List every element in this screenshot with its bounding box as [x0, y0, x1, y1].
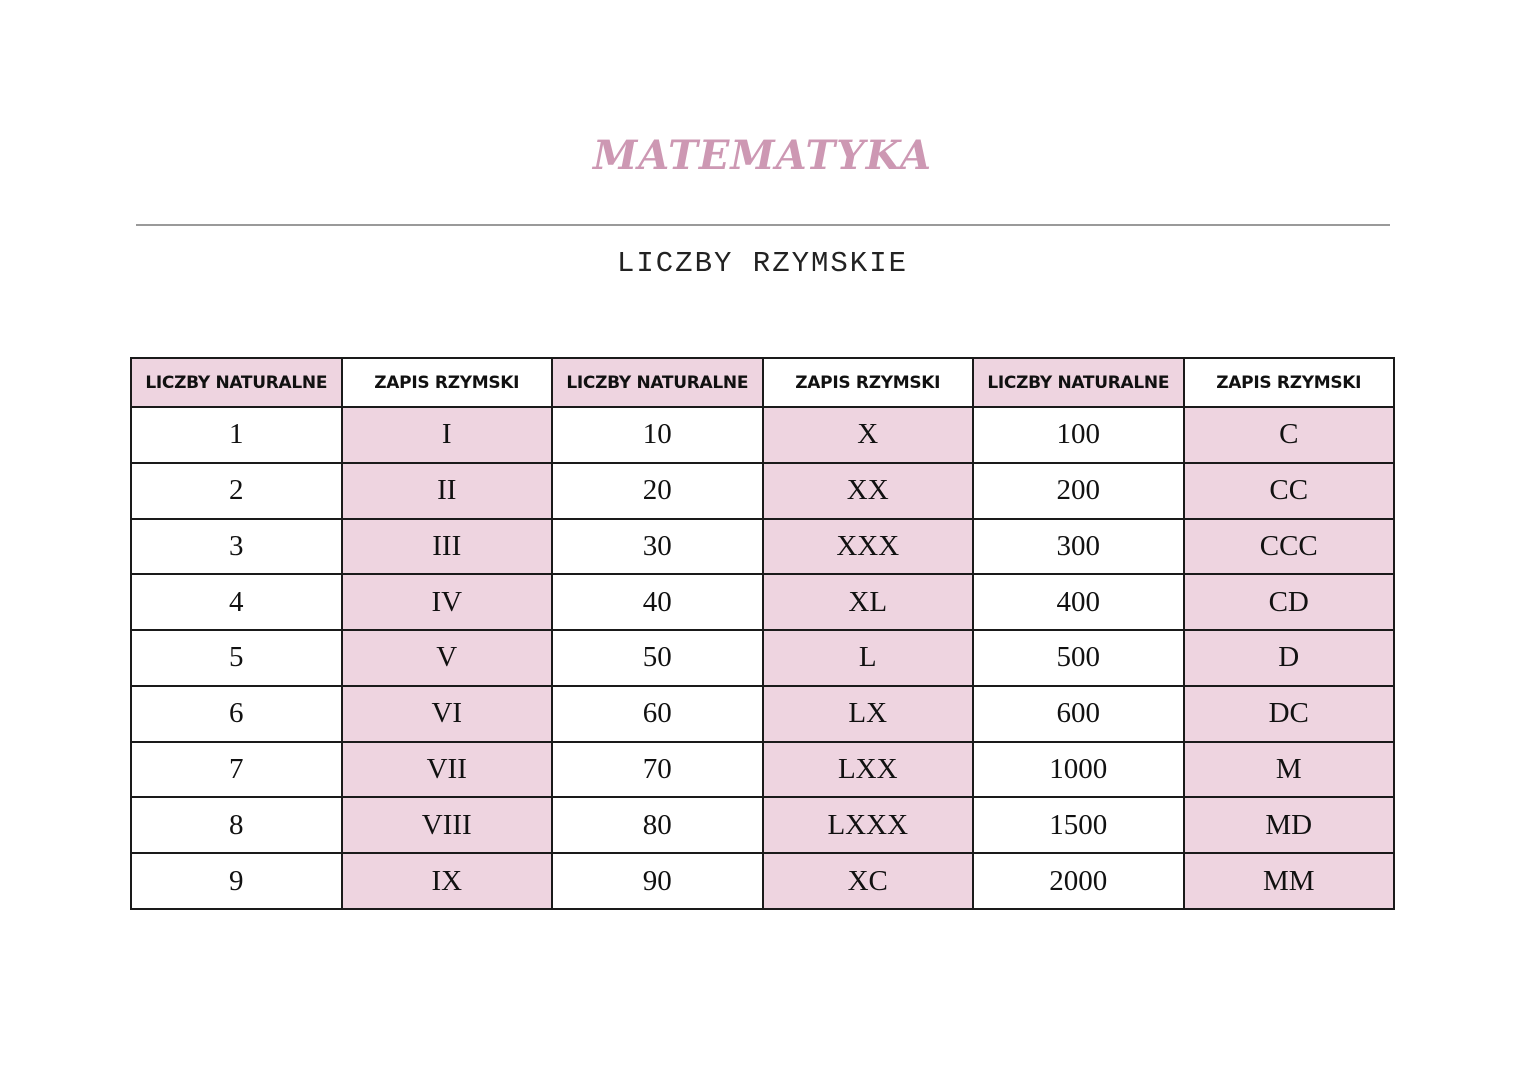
roman-numerals-table	[130, 357, 1395, 910]
roman-numeral-cell: I	[342, 407, 553, 463]
roman-numeral-cell: V	[342, 630, 553, 686]
natural-number-cell: 9	[131, 853, 342, 909]
table-row	[131, 630, 1394, 686]
natural-number-cell: 50	[552, 630, 763, 686]
column-header-roman: ZAPIS RZYMSKI	[1184, 358, 1395, 407]
natural-number-cell: 300	[973, 519, 1184, 575]
roman-numeral-cell: LXX	[763, 742, 974, 798]
natural-number-cell: 4	[131, 574, 342, 630]
natural-number-cell: 60	[552, 686, 763, 742]
roman-numeral-cell: CC	[1184, 463, 1395, 519]
roman-numeral-cell: XXX	[763, 519, 974, 575]
natural-number-cell: 8	[131, 797, 342, 853]
table-row	[131, 797, 1394, 853]
natural-number-cell: 80	[552, 797, 763, 853]
natural-number-cell: 600	[973, 686, 1184, 742]
brand-title: MATEMATYKA	[592, 132, 932, 179]
natural-number-cell: 30	[552, 519, 763, 575]
roman-numeral-cell: C	[1184, 407, 1395, 463]
roman-numeral-cell: LXXX	[763, 797, 974, 853]
roman-numeral-cell: IX	[342, 853, 553, 909]
table-header-row	[131, 358, 1394, 407]
roman-numeral-cell: M	[1184, 742, 1395, 798]
roman-numeral-cell: III	[342, 519, 553, 575]
natural-number-cell: 200	[973, 463, 1184, 519]
table-row	[131, 742, 1394, 798]
roman-numeral-cell: VI	[342, 686, 553, 742]
roman-numeral-cell: MD	[1184, 797, 1395, 853]
roman-numeral-cell: LX	[763, 686, 974, 742]
natural-number-cell: 20	[552, 463, 763, 519]
natural-number-cell: 6	[131, 686, 342, 742]
roman-numeral-cell: CD	[1184, 574, 1395, 630]
roman-numeral-cell: MM	[1184, 853, 1395, 909]
roman-numeral-cell: DC	[1184, 686, 1395, 742]
table-body	[131, 407, 1394, 909]
natural-number-cell: 400	[973, 574, 1184, 630]
roman-numeral-cell: VII	[342, 742, 553, 798]
header-divider	[136, 224, 1390, 226]
natural-number-cell: 2	[131, 463, 342, 519]
roman-numeral-cell: VIII	[342, 797, 553, 853]
section-title: LICZBY RZYMSKIE	[616, 247, 909, 280]
table-header	[131, 358, 1394, 407]
natural-number-cell: 100	[973, 407, 1184, 463]
natural-number-cell: 70	[552, 742, 763, 798]
natural-number-cell: 10	[552, 407, 763, 463]
roman-numeral-cell: D	[1184, 630, 1395, 686]
natural-number-cell: 2000	[973, 853, 1184, 909]
roman-numeral-cell: CCC	[1184, 519, 1395, 575]
table-row	[131, 407, 1394, 463]
roman-numeral-cell: XC	[763, 853, 974, 909]
table-row	[131, 574, 1394, 630]
natural-number-cell: 1500	[973, 797, 1184, 853]
column-header-roman: ZAPIS RZYMSKI	[342, 358, 553, 407]
table-row	[131, 519, 1394, 575]
natural-number-cell: 40	[552, 574, 763, 630]
natural-number-cell: 1000	[973, 742, 1184, 798]
roman-numeral-cell: XX	[763, 463, 974, 519]
column-header-natural: LICZBY NATURALNE	[131, 358, 342, 407]
natural-number-cell: 1	[131, 407, 342, 463]
column-header-roman: ZAPIS RZYMSKI	[763, 358, 974, 407]
natural-number-cell: 500	[973, 630, 1184, 686]
natural-number-cell: 3	[131, 519, 342, 575]
table-row	[131, 686, 1394, 742]
table-row	[131, 853, 1394, 909]
natural-number-cell: 90	[552, 853, 763, 909]
roman-numeral-cell: XL	[763, 574, 974, 630]
roman-numeral-cell: II	[342, 463, 553, 519]
column-header-natural: LICZBY NATURALNE	[552, 358, 763, 407]
table-row	[131, 463, 1394, 519]
natural-number-cell: 7	[131, 742, 342, 798]
column-header-natural: LICZBY NATURALNE	[973, 358, 1184, 407]
roman-numeral-cell: X	[763, 407, 974, 463]
natural-number-cell: 5	[131, 630, 342, 686]
roman-numeral-cell: L	[763, 630, 974, 686]
roman-numeral-cell: IV	[342, 574, 553, 630]
